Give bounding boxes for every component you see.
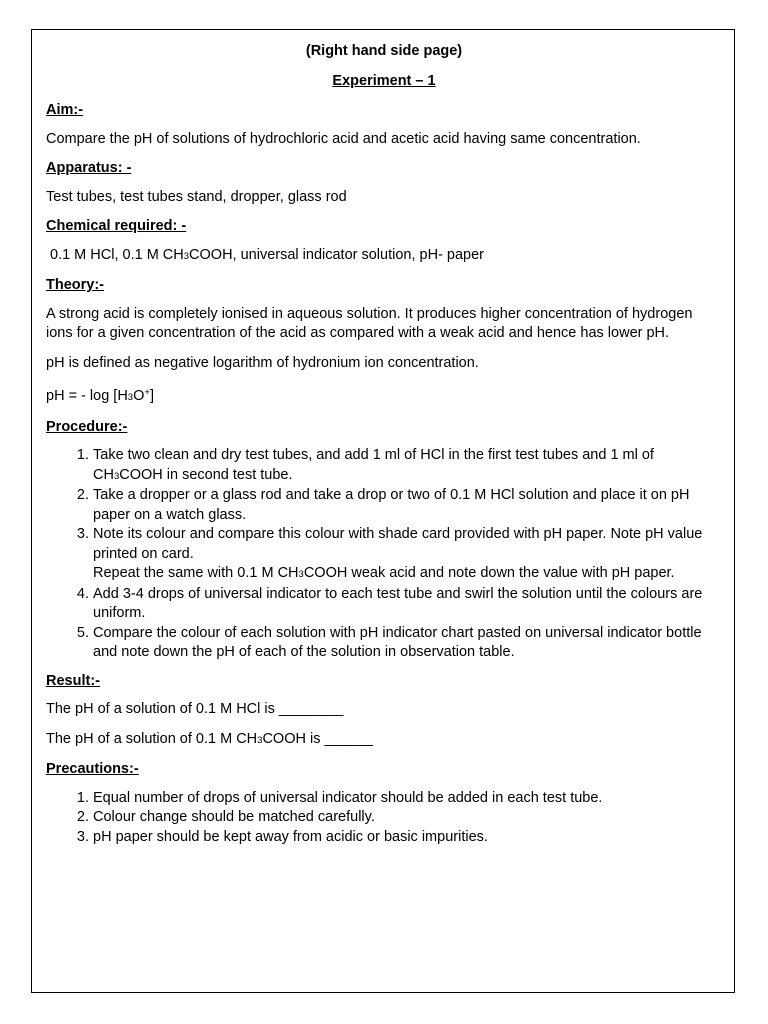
precaution-item: 1. Equal number of drops of universal indicator should be added in each test tube.	[93, 789, 722, 809]
precaution-item: 2. Colour change should be matched carefully.	[93, 808, 722, 828]
procedure-step-1	[93, 446, 722, 486]
chemicals-heading: Chemical required: -	[46, 218, 187, 234]
procedure-step-5: 5. Compare the colour of each solution with pH indicator chart pasted on universal indicator bottle and note down the pH of each of the solution in observation table.	[93, 624, 722, 663]
document-content	[46, 42, 722, 856]
chemicals-text-part2: COOH, universal indicator solution, pH- paper	[189, 246, 485, 263]
chemicals-subscript: 3	[183, 250, 190, 262]
result-heading: Result:-	[46, 672, 100, 689]
procedure-step-3-extra-b: COOH weak acid and note down the value with pH paper.	[303, 565, 675, 581]
formula-superscript: +	[144, 387, 150, 398]
result-line-2	[46, 730, 722, 751]
result-line-2-subscript: 3	[257, 734, 263, 746]
procedure-list	[46, 446, 722, 663]
procedure-step-3-extra-a: Repeat the same with 0.1 M CH	[93, 565, 299, 581]
procedure-step-3-subscript: 3	[298, 569, 304, 580]
procedure-step-3-text: Note its colour and compare this colour with shade card provided with pH paper. Note pH value printed on card.	[93, 526, 703, 562]
procedure-step-1-text-b: COOH in second test tube.	[119, 466, 293, 483]
experiment-title: Experiment – 1	[332, 72, 436, 89]
precautions-heading: Precautions:-	[46, 761, 139, 777]
side-note: (Right hand side page)	[305, 43, 463, 59]
procedure-step-1-subscript: 3	[113, 470, 120, 482]
theory-paragraph-1: A strong acid is completely ionised in aqueous solution. It produces higher concentration of hydrogen ions for a given concentration of the acid as compared with a weak acid and hence has lower pH.	[46, 305, 693, 341]
precaution-item: 3. pH paper should be kept away from acidic or basic impurities.	[93, 828, 722, 848]
formula-part2: O	[133, 388, 145, 404]
aim-text: Compare the pH of solutions of hydrochloric acid and acetic acid having same concentration.	[46, 130, 641, 147]
theory-heading: Theory:-	[46, 277, 104, 293]
apparatus-text: Test tubes, test tubes stand, dropper, glass rod	[46, 188, 347, 205]
chemicals-text	[46, 246, 722, 267]
procedure-step-1-text-a: Take two clean and dry test tubes, and add 1 ml of HCl in the first test tubes and 1 ml of CH	[93, 447, 654, 483]
chemicals-text-part1: 0.1 M HCl, 0.1 M CH	[50, 246, 184, 263]
aim-heading: Aim:-	[46, 102, 84, 118]
precautions-list	[46, 789, 722, 848]
result-line-2-b: COOH is ______	[262, 730, 373, 747]
result-line-1: The pH of a solution of 0.1 M HCl is ________	[46, 701, 344, 717]
formula-part3: ]	[149, 388, 154, 404]
procedure-step-4: 4. Add 3-4 drops of universal indicator to each test tube and swirl the solution until the colours are uniform.	[93, 585, 722, 624]
theory-paragraph-2: pH is defined as negative logarithm of hydronium ion concentration.	[46, 354, 479, 371]
formula-subscript: 3	[127, 392, 134, 403]
formula-part1: pH = - log [H	[46, 388, 128, 404]
procedure-step-2: 2. Take a dropper or a glass rod and take a drop or two of 0.1 M HCl solution and place it on pH paper on a watch glass.	[93, 486, 722, 525]
result-line-2-a: The pH of a solution of 0.1 M CH	[46, 730, 258, 747]
ph-formula	[46, 383, 722, 408]
procedure-heading: Procedure:-	[46, 418, 128, 435]
procedure-step-3	[93, 525, 722, 585]
apparatus-heading: Apparatus: -	[46, 160, 132, 176]
